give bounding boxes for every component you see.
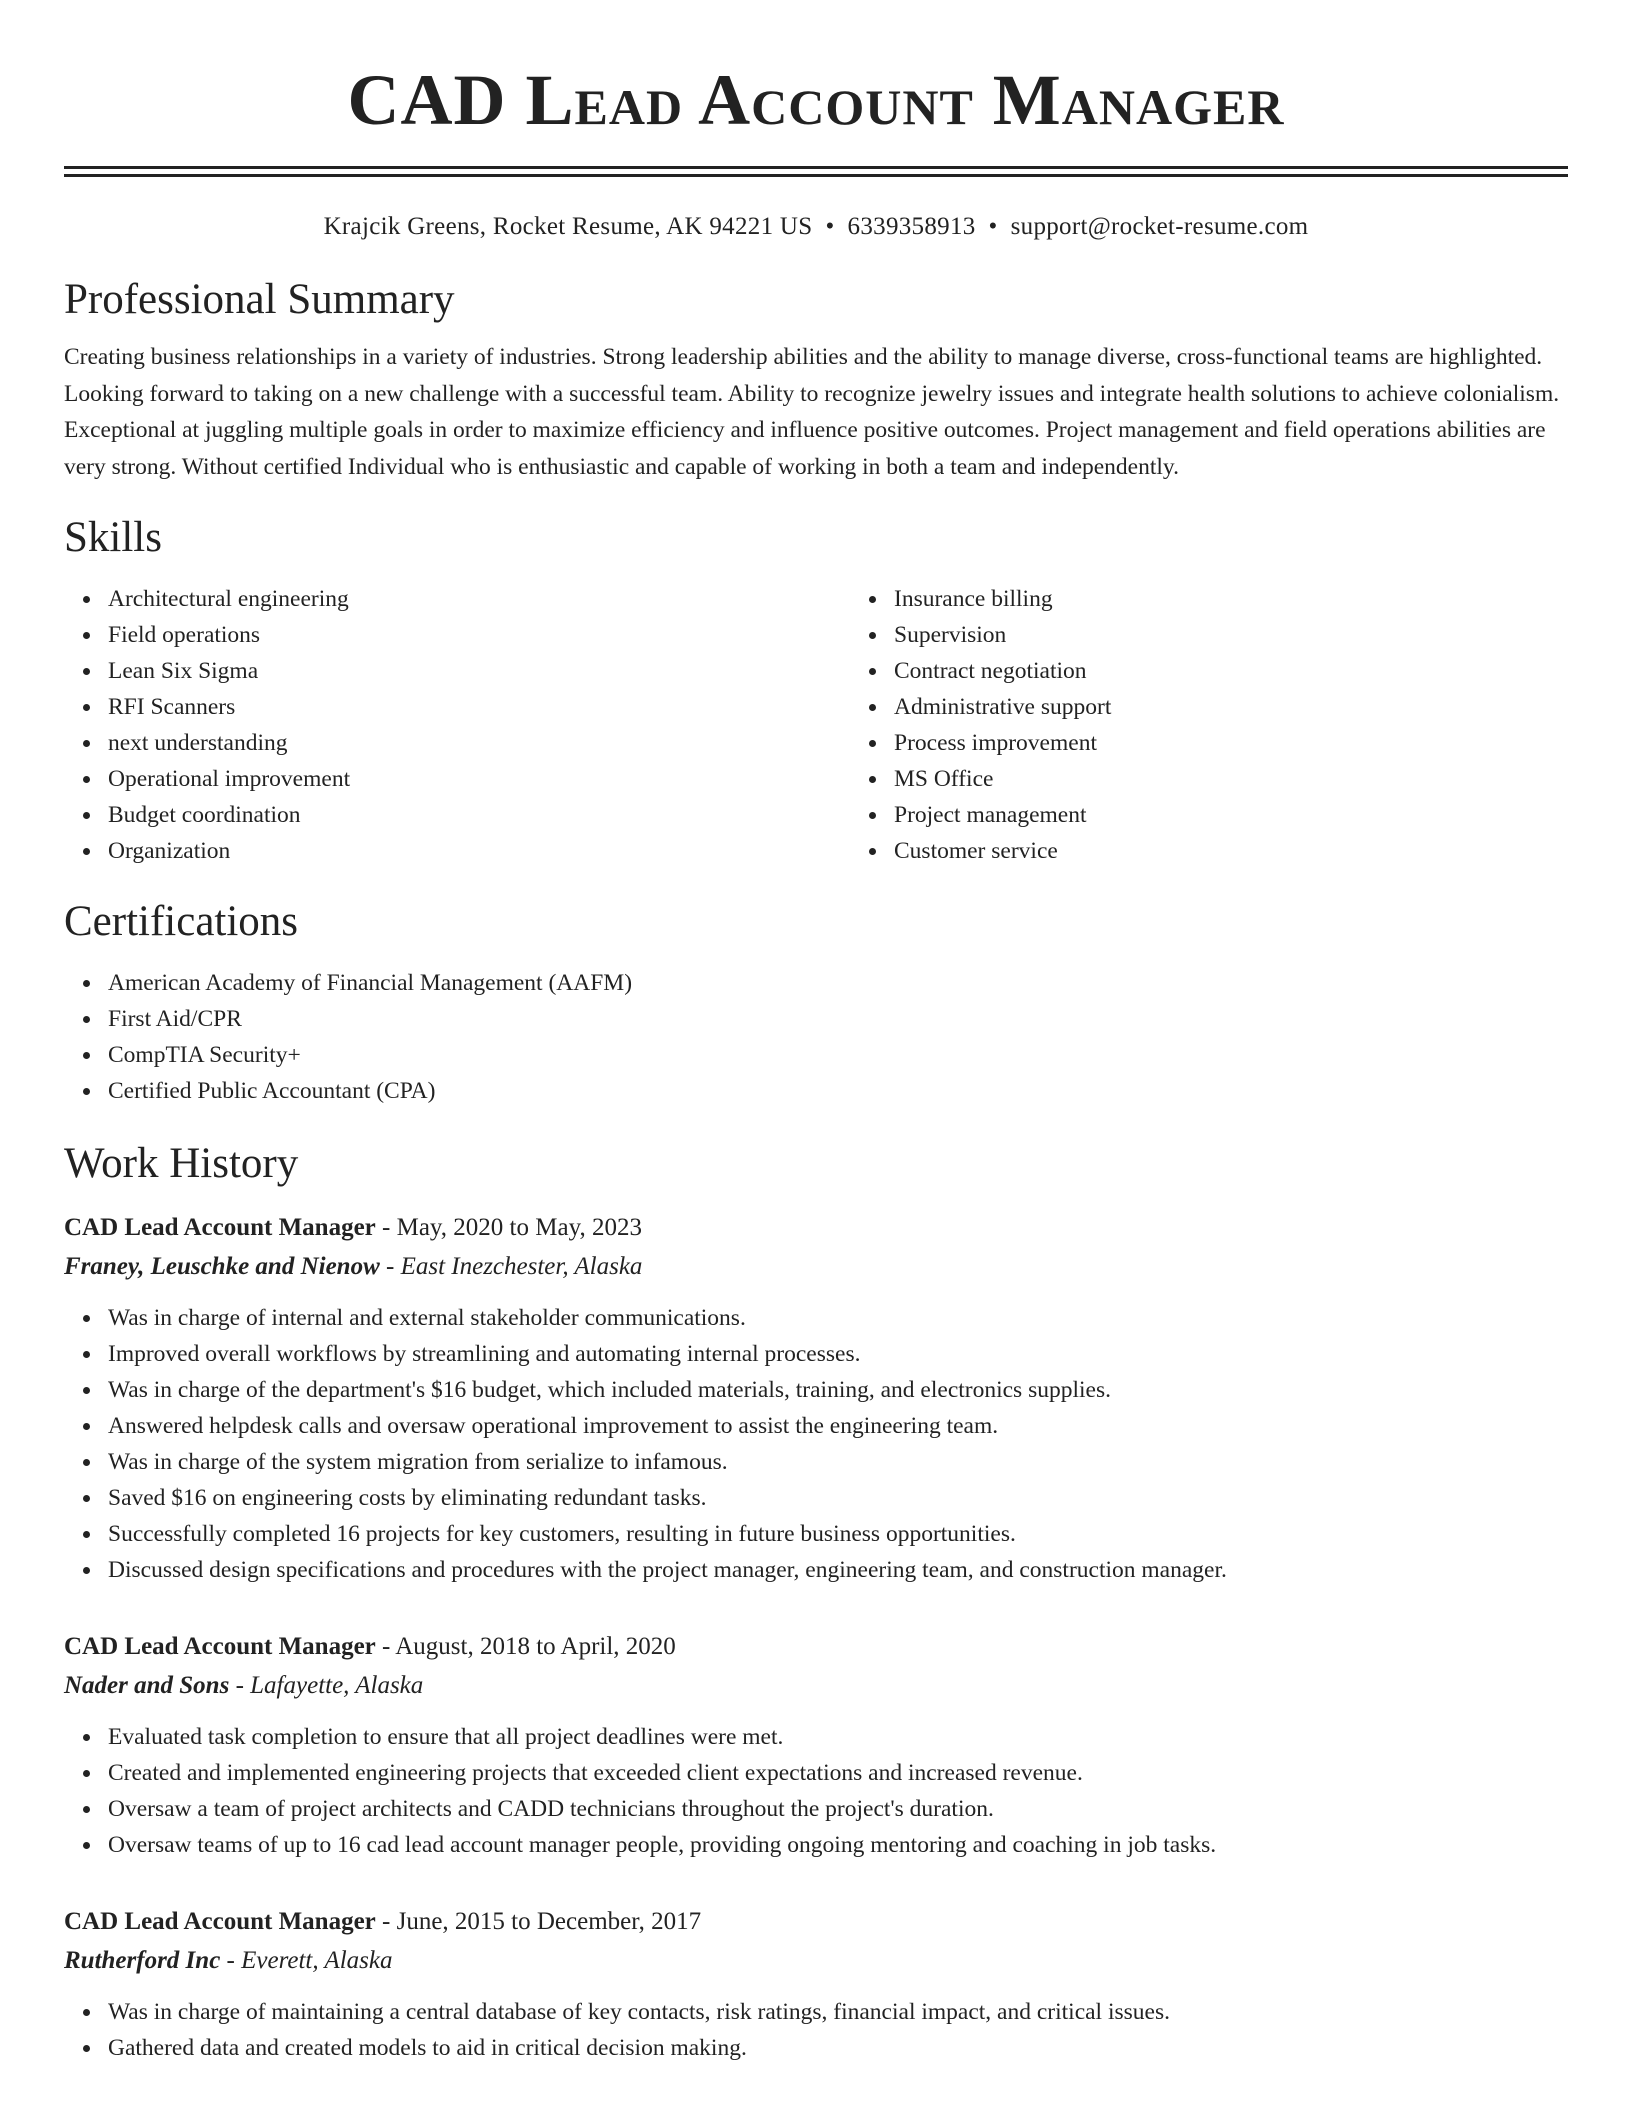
skill-item: Architectural engineering bbox=[108, 581, 850, 617]
contact-separator: • bbox=[988, 213, 998, 240]
job-bullet-list bbox=[64, 1300, 1568, 1588]
job-dates: May, 2020 to May, 2023 bbox=[396, 1214, 642, 1241]
job-dash: - bbox=[375, 1908, 397, 1935]
skill-item: Project management bbox=[894, 797, 1632, 833]
job-bullet: Was in charge of internal and external stakeholder communications. bbox=[108, 1300, 1568, 1336]
skill-item: Contract negotiation bbox=[894, 653, 1632, 689]
job-location: Everett, Alaska bbox=[241, 1947, 393, 1974]
job-entry bbox=[64, 1211, 1568, 1588]
job-dash: - bbox=[375, 1633, 396, 1660]
job-dash: - bbox=[229, 1672, 251, 1699]
skill-item: Operational improvement bbox=[108, 761, 850, 797]
skill-item: Field operations bbox=[108, 617, 850, 653]
skills-left-list bbox=[64, 581, 850, 869]
skill-item: Budget coordination bbox=[108, 797, 850, 833]
job-company: Nader and Sons bbox=[64, 1672, 230, 1699]
skill-item: MS Office bbox=[894, 761, 1632, 797]
job-company-line bbox=[64, 1250, 1568, 1284]
job-title: CAD Lead Account Manager bbox=[64, 1214, 376, 1241]
summary-heading: Professional Summary bbox=[64, 276, 455, 323]
certifications-heading: Certifications bbox=[64, 898, 299, 945]
skill-item: Insurance billing bbox=[894, 581, 1632, 617]
resume-page bbox=[64, 0, 1568, 2066]
summary-section bbox=[64, 275, 1568, 485]
job-bullet: Gathered data and created models to aid in critical decision making. bbox=[108, 2030, 1568, 2066]
contact-line bbox=[64, 211, 1568, 243]
skill-item: Supervision bbox=[894, 617, 1632, 653]
job-company: Franey, Leuschke and Nienow bbox=[64, 1253, 380, 1280]
job-dash: - bbox=[220, 1947, 242, 1974]
job-dash: - bbox=[375, 1214, 397, 1241]
job-bullet: Evaluated task completion to ensure that all project deadlines were met. bbox=[108, 1719, 1568, 1755]
job-title: CAD Lead Account Manager bbox=[64, 1908, 376, 1935]
certifications-list bbox=[64, 965, 1568, 1109]
job-company: Rutherford Inc bbox=[64, 1947, 221, 1974]
job-bullet: Successfully completed 16 projects for key customers, resulting in future business opportunities. bbox=[108, 1516, 1568, 1552]
skills-right-list bbox=[850, 581, 1632, 869]
contact-email: support@rocket-resume.com bbox=[1010, 213, 1309, 240]
skill-item: Customer service bbox=[894, 833, 1632, 869]
job-title: CAD Lead Account Manager bbox=[64, 1633, 376, 1660]
job-bullet: Was in charge of maintaining a central database of key contacts, risk ratings, financial impact, and critical issues. bbox=[108, 1994, 1568, 2030]
job-location: Lafayette, Alaska bbox=[250, 1672, 424, 1699]
summary-text: Creating business relationships in a variety of industries. Strong leadership abilities and the ability to manage diverse, cross-functional teams are highlighted. Looking forward to taking on a new challenge with a successful team. Ability to recognize jewelry issues and integrate health solutions to achieve colonialism. Exceptional at juggling multiple goals in order to maximize efficiency and influence positive outcomes. Project management and field operations abilities are very strong. Without certified Individual who is enthusiastic and capable of working in both a team and independently. bbox=[64, 344, 1560, 480]
work-history-heading: Work History bbox=[64, 1140, 299, 1187]
certification-item: Certified Public Accountant (CPA) bbox=[108, 1073, 1568, 1109]
job-company-line bbox=[64, 1669, 1568, 1703]
work-history-section bbox=[64, 1139, 1568, 2066]
job-dates: June, 2015 to December, 2017 bbox=[396, 1908, 702, 1935]
skill-item: next understanding bbox=[108, 725, 850, 761]
job-bullet-list bbox=[64, 1719, 1568, 1863]
job-company-line bbox=[64, 1944, 1568, 1978]
skills-heading: Skills bbox=[64, 514, 162, 561]
job-title-line bbox=[64, 1630, 1568, 1664]
job-dates: August, 2018 to April, 2020 bbox=[395, 1633, 676, 1660]
contact-phone: 6339358913 bbox=[847, 213, 976, 240]
contact-separator: • bbox=[825, 213, 835, 240]
resume-title: CAD Lead Account Manager bbox=[347, 60, 1285, 140]
certifications-section bbox=[64, 897, 1568, 1109]
job-entry bbox=[64, 1630, 1568, 1863]
job-bullet: Created and implemented engineering projects that exceeded client expectations and increased revenue. bbox=[108, 1755, 1568, 1791]
job-bullet: Oversaw a team of project architects and CADD technicians throughout the project's duration. bbox=[108, 1791, 1568, 1827]
skill-item: Process improvement bbox=[894, 725, 1632, 761]
skill-item: Administrative support bbox=[894, 689, 1632, 725]
skills-section bbox=[64, 513, 1568, 869]
job-bullet: Was in charge of the department's $16 budget, which included materials, training, and electronics supplies. bbox=[108, 1372, 1568, 1408]
job-title-line bbox=[64, 1211, 1568, 1245]
certification-item: American Academy of Financial Management (AAFM) bbox=[108, 965, 1568, 1001]
job-bullet: Answered helpdesk calls and oversaw operational improvement to assist the engineering team. bbox=[108, 1408, 1568, 1444]
contact-address: Krajcik Greens, Rocket Resume, AK 94221 US bbox=[323, 213, 813, 240]
job-bullet: Discussed design specifications and procedures with the project manager, engineering team, and construction manager. bbox=[108, 1552, 1568, 1588]
job-bullet: Was in charge of the system migration from serialize to infamous. bbox=[108, 1444, 1568, 1480]
job-bullet: Improved overall workflows by streamlining and automating internal processes. bbox=[108, 1336, 1568, 1372]
title-divider bbox=[64, 166, 1568, 177]
job-bullet-list bbox=[64, 1994, 1568, 2066]
certification-item: CompTIA Security+ bbox=[108, 1037, 1568, 1073]
skill-item: Organization bbox=[108, 833, 850, 869]
job-bullet: Oversaw teams of up to 16 cad lead account manager people, providing ongoing mentoring and coaching in job tasks. bbox=[108, 1827, 1568, 1863]
skill-item: Lean Six Sigma bbox=[108, 653, 850, 689]
job-entry bbox=[64, 1905, 1568, 2066]
skill-item: RFI Scanners bbox=[108, 689, 850, 725]
job-bullet: Saved $16 on engineering costs by eliminating redundant tasks. bbox=[108, 1480, 1568, 1516]
skills-columns bbox=[64, 581, 1568, 869]
certification-item: First Aid/CPR bbox=[108, 1001, 1568, 1037]
job-location: East Inezchester, Alaska bbox=[400, 1253, 643, 1280]
job-dash: - bbox=[379, 1253, 401, 1280]
job-title-line bbox=[64, 1905, 1568, 1939]
